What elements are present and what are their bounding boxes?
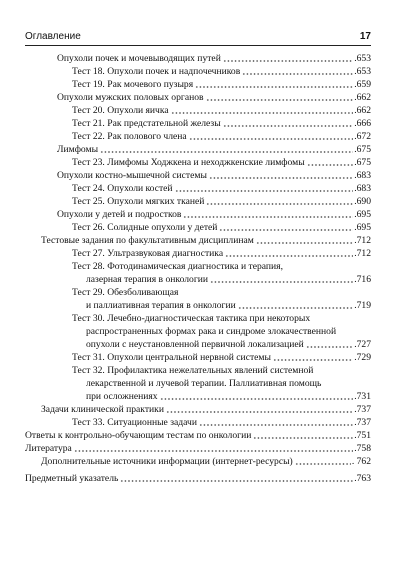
dot-leader: [238, 307, 353, 309]
toc-entry-test[interactable]: [72, 222, 371, 234]
dot-leader: [206, 203, 353, 205]
toc-entry-test[interactable]: [72, 352, 371, 364]
header-rule: [25, 45, 371, 46]
toc-entry-page: . 762: [351, 456, 371, 467]
running-head-title: Оглавление: [25, 31, 81, 42]
toc-entry-page: .659: [354, 79, 371, 90]
toc-entry-page: .751: [354, 430, 371, 441]
dot-leader: [225, 255, 353, 257]
toc-entry-page: .695: [354, 209, 371, 220]
dot-leader: [223, 125, 354, 127]
toc-entry-part[interactable]: [41, 456, 371, 468]
toc-entry-page: .719: [354, 300, 371, 311]
toc-entry-part[interactable]: [41, 235, 371, 247]
dot-leader: [166, 411, 353, 413]
toc-entry-test[interactable]: [72, 313, 371, 325]
toc-entry-page: .672: [354, 131, 371, 142]
dot-leader: [223, 60, 353, 62]
toc-entry-continuation[interactable]: [86, 326, 371, 338]
toc-entry-page: .683: [354, 183, 371, 194]
toc-entry-title: лекарственной и лучевой терапии. Паллиативная помощь: [86, 378, 322, 389]
toc-entry-title: Тест 32. Профилактика нежелательных явлений системной: [72, 365, 314, 376]
dot-leader: [206, 99, 354, 101]
toc-entry-title: Тест 29. Обезболивающая: [72, 287, 179, 298]
toc-entry-page: .763: [354, 473, 371, 484]
toc-entry-title: Тест 24. Опухоли костей: [72, 183, 173, 194]
toc-entry-title: Тест 31. Опухоли центральной нервной системы: [72, 352, 271, 363]
toc-entry-test[interactable]: [72, 196, 371, 208]
toc-entry-title: Тест 21. Рак предстательной железы: [72, 118, 221, 129]
toc-entry-section[interactable]: [57, 53, 371, 65]
toc-entry-title: распространенных формах рака и синдроме злокачественной: [86, 326, 337, 337]
dot-leader: [74, 450, 353, 452]
toc-entry-page: .695: [354, 222, 371, 233]
toc-entry-title: Ответы к контрольно-обучающим тестам по онкологии: [25, 430, 252, 441]
toc-entry-title: Опухоли у детей и подростков: [57, 209, 182, 220]
dot-leader: [183, 216, 353, 218]
dot-leader: [306, 346, 353, 348]
toc-entry-page: .716: [354, 274, 371, 285]
toc-entry-section[interactable]: [57, 209, 371, 221]
toc-entry-title: опухоли с неустановленной первичной локализацией: [86, 339, 304, 350]
toc-entry-title: Задачи клинической практики: [41, 404, 164, 415]
toc-entry-continuation[interactable]: [86, 300, 371, 312]
toc-entry-title: Тест 27. Ультразвуковая диагностика: [72, 248, 224, 259]
toc-entry-title: Тест 18. Опухоли почек и надпочечников: [72, 66, 241, 77]
dot-leader: [307, 164, 354, 166]
toc-entry-chapter[interactable]: [25, 430, 371, 442]
toc-entry-test[interactable]: [72, 261, 371, 273]
toc-entry-title: Тест 30. Лечебно-диагностическая тактика при некоторых: [72, 313, 311, 324]
dot-leader: [253, 437, 353, 439]
toc-entry-section[interactable]: [57, 170, 371, 182]
toc-entry-test[interactable]: [72, 79, 371, 91]
toc-entry-page: .737: [354, 417, 371, 428]
toc-entry-page: .683: [354, 170, 371, 181]
toc-entry-test[interactable]: [72, 131, 371, 143]
dot-leader: [160, 398, 354, 400]
toc-entry-title: Тест 25. Опухоли мягких тканей: [72, 196, 205, 207]
dot-leader: [295, 463, 351, 465]
toc-entry-test[interactable]: [72, 248, 371, 260]
dot-leader: [195, 86, 353, 88]
toc-entry-continuation[interactable]: [86, 274, 371, 286]
toc-entry-title: и паллиативная терапия в онкологии: [86, 300, 236, 311]
toc-entry-test[interactable]: [72, 105, 371, 117]
toc-entry-page: .758: [354, 443, 371, 454]
toc-entry-title: Тест 20. Опухоли яичка: [72, 105, 169, 116]
toc-entry-chapter[interactable]: [25, 473, 371, 485]
toc-entry-test[interactable]: [72, 66, 371, 78]
toc-entry-page: .662: [354, 105, 371, 116]
toc-entry-title: при осложнениях: [86, 391, 158, 402]
toc-entry-part[interactable]: [41, 404, 371, 416]
toc-entry-title: Тестовые задания по факультативным дисциплинам: [41, 235, 254, 246]
toc-entry-page: .653: [354, 53, 371, 64]
toc-entry-test[interactable]: [72, 365, 371, 377]
toc-entry-title: Опухоли мужских половых органов: [57, 92, 204, 103]
toc-entry-title: лазерная терапия в онкологии: [86, 274, 209, 285]
toc-entry-test[interactable]: [72, 417, 371, 429]
dot-leader: [120, 480, 353, 482]
toc-entry-title: Тест 22. Рак полового члена: [72, 131, 187, 142]
toc-entry-page: .729: [354, 352, 371, 363]
toc-entry-title: Дополнительные источники информации (интернет-ресурсы): [41, 456, 293, 467]
toc-entry-title: Тест 26. Солидные опухоли у детей: [72, 222, 218, 233]
toc-entry-page: .675: [354, 157, 371, 168]
toc-entry-page: .690: [354, 196, 371, 207]
dot-leader: [189, 138, 354, 140]
dot-leader: [171, 112, 354, 114]
dot-leader: [100, 151, 353, 153]
toc-entry-page: .737: [354, 404, 371, 415]
toc-entry-page: .653: [354, 66, 371, 77]
dot-leader: [209, 177, 353, 179]
toc-entry-title: Лимфомы: [57, 144, 99, 155]
dot-leader: [256, 242, 353, 244]
toc-entry-page: .712: [354, 235, 371, 246]
toc-entry-title: Предметный указатель: [25, 473, 119, 484]
toc-entry-section[interactable]: [57, 92, 371, 104]
toc-entry-test[interactable]: [72, 118, 371, 130]
dot-leader: [242, 73, 353, 75]
toc-entry-continuation[interactable]: [86, 378, 371, 390]
toc-entry-title: Опухоли почек и мочевыводящих путей: [57, 53, 221, 64]
dot-leader: [219, 229, 353, 231]
dot-leader: [199, 424, 353, 426]
toc-entry-test[interactable]: [72, 287, 371, 299]
dot-leader: [210, 281, 353, 283]
toc-entry-title: Литература: [25, 443, 72, 454]
toc-entry-page: .712: [354, 248, 371, 259]
toc-entry-continuation[interactable]: [86, 339, 371, 351]
toc-entry-page: .731: [354, 391, 371, 402]
toc-entry-title: Тест 33. Ситуационные задачи: [72, 417, 197, 428]
toc-entry-page: .662: [354, 92, 371, 103]
dot-leader: [175, 190, 354, 192]
toc-entry-page: .727: [354, 339, 371, 350]
toc-entry-title: Тест 23. Лимфомы Ходжкена и неходжкенские лимфомы: [72, 157, 305, 168]
toc-entry-test[interactable]: [72, 183, 371, 195]
toc-entry-title: Тест 28. Фотодинамическая диагностика и терапия,: [72, 261, 283, 272]
toc-entry-section[interactable]: [57, 144, 371, 156]
toc-entry-continuation[interactable]: [86, 391, 371, 403]
toc-entry-title: Тест 19. Рак мочевого пузыря: [72, 79, 194, 90]
dot-leader: [273, 359, 353, 361]
page-number: 17: [359, 31, 371, 42]
toc-entry-page: .675: [354, 144, 371, 155]
toc-entry-page: .666: [354, 118, 371, 129]
toc-entry-chapter[interactable]: [25, 443, 371, 455]
toc-entry-test[interactable]: [72, 157, 371, 169]
toc-entry-title: Опухоли костно-мышечной системы: [57, 170, 207, 181]
running-head: [25, 30, 371, 44]
